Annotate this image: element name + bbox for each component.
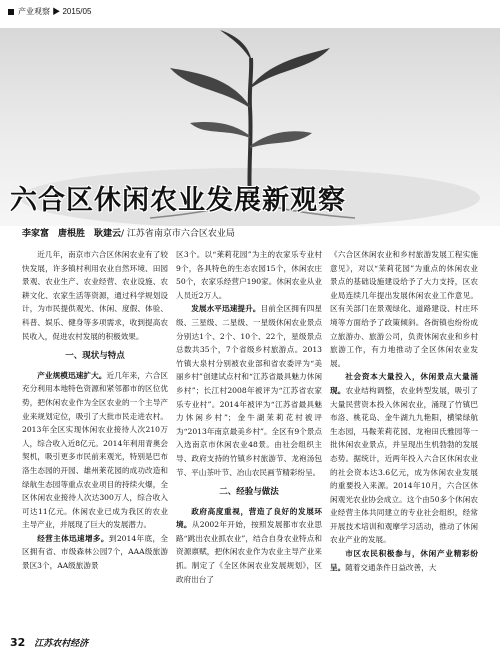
magazine-name: 江苏农村经济 (34, 639, 89, 649)
lead-phrase: 发展水平迅速提升。 (191, 304, 261, 314)
lead-phrase: 产业规模迅速扩大。 (37, 370, 107, 380)
column-2 (176, 248, 322, 586)
page-footer (10, 636, 88, 649)
paragraph: 近几年，南京市六合区休闲农业有了较快发展，许多镇村利用农业自然环境、田园景观、农业生产、农业经营、农业设施、农耕文化、农家生活等资源，通过科学规划设计，为市民提供观光、休闲、度假、体验、科普、娱乐、健身等多项需求，收到提高农民收入，促进农村发展的积极效果。 (22, 250, 168, 341)
lead-phrase: 市区农民积极参与，休闲产业精彩纷呈。 (330, 549, 478, 572)
byline (22, 226, 235, 239)
paragraph: 政府高度重视，营造了良好的发展环境。从2002年开始，按照发展都市农业思路“跳出农业抓农业”，结合自身农业特点和资源禀赋，把休闲农业作为农业主导产业来抓。制定了《全区休闲农业发展规划》，区政府出台了 (176, 506, 323, 584)
lead-phrase: 社会资本大量投入，休闲景点大量涌现。 (330, 372, 478, 395)
column-3 (330, 248, 478, 574)
page-number: 32 (10, 636, 26, 649)
header-section: 产业观察 (18, 7, 50, 16)
paragraph: 发展水平迅速提升。目前全区拥有四星级、三星级、二星级、一星级休闲农业景点分别达1个、2个、10个、22个，星级景点总数共35个，7个省级乡村旅游点。2013竹镇大泉村分别被农业部和省农委评为“美丽乡村”创建试点村和“江苏省最具魅力休闲乡村”；长江村2008年被评为“江苏省农家乐专业村”。2014年被评为“江苏省最具魅力休闲乡村”；金牛湖茉莉花村被评为“2013年南京最美乡村”。全区有9个景点入选南京市休闲农业48景。由社会组织主导、政府支持的竹镇乡村旅游节、龙袍汤包节、平山茶叶节、冶山农民画节精彩纷呈。 (176, 304, 323, 477)
paragraph: 产业规模迅速扩大。近几年来，六合区充分利用本地特色资源和紧邻都市的区位优势，把休闲农业作为全区农业的一个主导产业来规划定位，吸引了大批市民走进农村。2013年全区实现休闲农业接待人次210万人，综合收入近8亿元。2014年利用青奥会契机，吸引更多市民前来观光，特别是巴布洛生态园的开园、雄州莱花园的成功改造和绿航生态园等重点农业项目的持续火爆，全区休闲农业接待人次达300万人，综合收入可达11亿元。休闲农业已成为我区的农业主导产业，并展现了巨大的发展潜力。 (22, 370, 169, 530)
column-1 (22, 248, 168, 573)
article-title: 六合区休闲农业发展新观察 (10, 185, 346, 216)
header-divider: ▶ (52, 7, 63, 16)
page-header (8, 6, 91, 17)
author-names: 李家富 唐根胜 耿建云 (22, 229, 122, 239)
paragraph: 市区农民积极参与，休闲产业精彩纷呈。随着交通条件日益改善，大 (330, 549, 478, 572)
paragraph: 经营主体迅速增多。到2014年底，全区拥有省、市级森林公园7个，AAA级旅游景区3个，AA级旅游景 (22, 533, 169, 571)
section-heading: 一、现状与特点 (65, 351, 125, 362)
lead-phrase: 政府高度重视，营造了良好的发展环境。 (176, 506, 322, 530)
author-affiliation: / 江苏省南京市六合区农业局 (121, 229, 235, 239)
paragraph: 社会资本大量投入，休闲景点大量涌现。农业结构调整，农业转型发展，吸引了大量民营资本投入休闲农业，涌现了竹镇巴布洛、桃花岛、金牛湖九九艳阳，横梁绿航生态园，马鞍茉莉花园、龙袍田氏雅园等一批休闲农业景点，并呈现出生机勃勃的发展态势。据统计，近两年投入六合区休闲农业的社会资本达3.6亿元，成为休闲农业发展的重要投入来源。2014年10月，六合区休闲观光农业协会成立。这个由50多个休闲农业经营主体共同建立的专业社会组织，经常开展技术培训和观摩学习活动，推动了休闲农业产业的发展。 (330, 372, 479, 545)
paragraph: 区3个。以“莱莉花园”为主的农家乐专业村9个，各具特色的生态农园15个，休闲农庄50个，农家乐经营户190家。休闲农业从业人员近2万人。 (176, 250, 322, 300)
header-square-icon (8, 9, 14, 15)
header-issue: 2015/05 (62, 7, 92, 16)
paragraph: 《六合区休闲农业和乡村旅游发展工程实施意见》，对以“茉莉花园”为重点的休闲农业景点的基础设施建设给予了大力支持，区农业局连续几年提出发展休闲农业工作意见。区有关部门在景观绿化、道路建设、村庄环境等方面给予了政策倾斜。各街镇也纷纷成立旅游办、旅游公司，负责休闲农业和乡村旅游工作，有力地推动了全区休闲农业发展。 (330, 250, 478, 368)
lead-phrase: 经营主体迅速增多。 (37, 533, 109, 543)
section-heading: 二、经验与做法 (219, 487, 279, 498)
